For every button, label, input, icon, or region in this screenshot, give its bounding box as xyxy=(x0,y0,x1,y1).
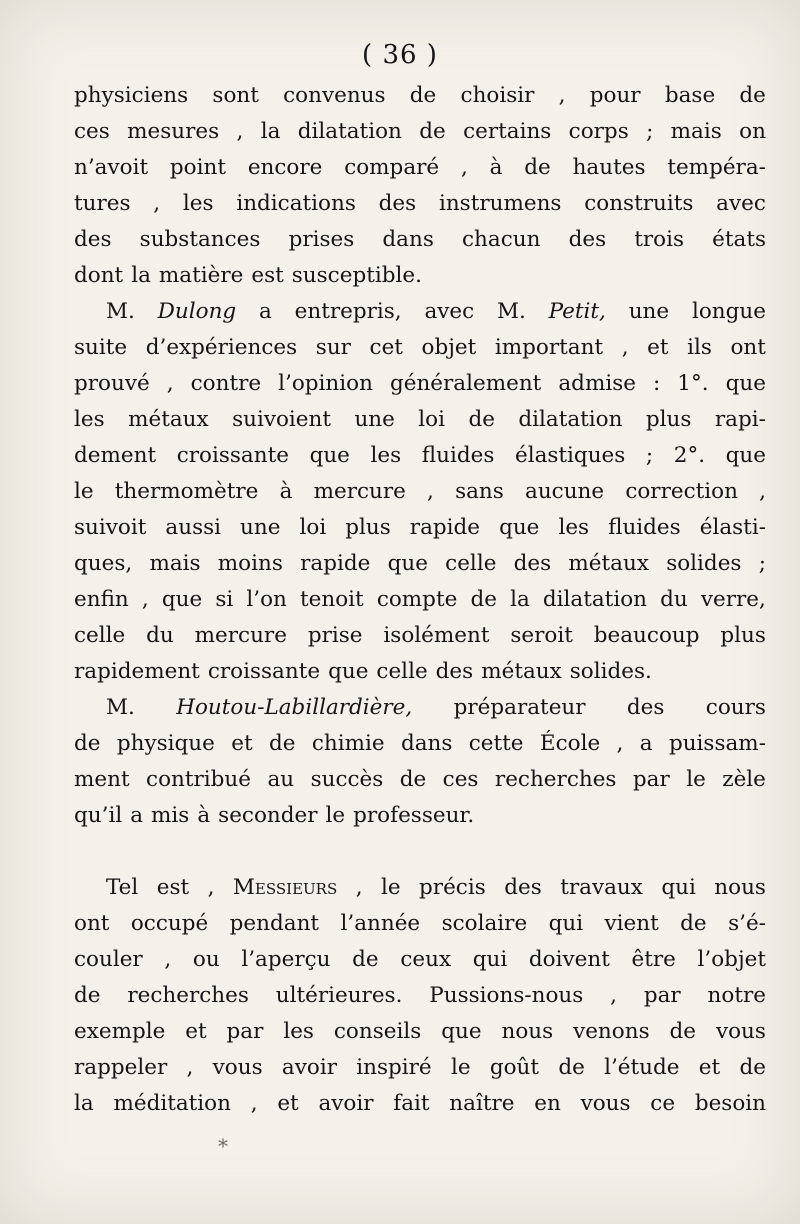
word: certains xyxy=(463,119,552,144)
word: une xyxy=(354,407,395,432)
word: dilatation xyxy=(518,407,623,432)
word: élastiques xyxy=(514,443,626,468)
word: recherches xyxy=(127,983,249,1008)
word: que xyxy=(725,443,766,468)
word: ces xyxy=(74,119,110,144)
word: solides. xyxy=(569,659,652,684)
word: des xyxy=(513,551,552,576)
word: de xyxy=(74,983,101,1008)
word: ceux xyxy=(400,947,452,972)
word: par xyxy=(643,983,681,1008)
word: solides xyxy=(666,551,742,576)
word: ces xyxy=(442,767,479,792)
word: fluides xyxy=(421,443,495,468)
word: par xyxy=(632,767,670,792)
word: professeur. xyxy=(353,803,475,828)
text-line xyxy=(74,654,766,690)
word: être xyxy=(631,947,676,972)
word: plus xyxy=(720,623,766,648)
word: , xyxy=(164,947,172,972)
word: seconder xyxy=(218,803,318,828)
word: Houtou-Labillardière, xyxy=(176,695,413,720)
text-line xyxy=(74,438,766,474)
word: de xyxy=(680,911,707,936)
word: si xyxy=(215,587,234,612)
text-line xyxy=(74,114,766,150)
paragraph-conclusion xyxy=(74,870,766,1122)
word: mercure xyxy=(313,479,406,504)
word: et xyxy=(231,731,253,756)
word: métaux xyxy=(128,407,209,432)
word: , xyxy=(427,479,434,504)
text-line xyxy=(74,618,766,654)
word: métaux xyxy=(568,551,649,576)
word: de xyxy=(524,155,551,180)
word: de xyxy=(558,1055,585,1080)
word: rapidement xyxy=(74,659,200,684)
word: la xyxy=(510,587,530,612)
page-number: ( 36 ) xyxy=(362,40,438,70)
word: celle xyxy=(74,623,126,648)
word: de xyxy=(739,83,766,108)
word: d’expériences xyxy=(145,335,298,360)
word: que xyxy=(499,515,540,540)
word: susceptible. xyxy=(291,263,422,288)
word: nous xyxy=(714,875,766,900)
word: métaux xyxy=(481,659,562,684)
word: rappeler xyxy=(74,1055,168,1080)
word: hautes xyxy=(572,155,646,180)
word: que xyxy=(161,587,203,612)
word: mercure xyxy=(194,623,287,648)
word: de xyxy=(399,767,427,792)
word: dement xyxy=(74,443,157,468)
word: vient xyxy=(604,911,659,936)
word: , xyxy=(621,335,629,360)
word: ou xyxy=(192,947,220,972)
word: École xyxy=(539,731,601,756)
word: rapide xyxy=(409,515,481,540)
word: dont xyxy=(74,263,124,288)
word: qui xyxy=(661,875,696,900)
word: tenoit xyxy=(300,587,364,612)
word: Petit, xyxy=(548,299,606,324)
word: travaux xyxy=(560,875,643,900)
word: dilatation xyxy=(542,587,647,612)
word: le xyxy=(325,803,346,828)
word: beaucoup xyxy=(593,623,700,648)
word: puissam- xyxy=(668,731,766,756)
word: qu’il xyxy=(74,803,123,828)
word: , xyxy=(207,875,215,900)
word: dans xyxy=(382,227,434,252)
word: compte xyxy=(376,587,458,612)
word: scolaire xyxy=(441,911,528,936)
word: de xyxy=(268,731,296,756)
word: enfin xyxy=(74,587,129,612)
word: , xyxy=(250,1091,258,1116)
word: rapide xyxy=(300,551,371,576)
text-line xyxy=(74,762,766,798)
word: ; xyxy=(645,443,654,468)
word: pour xyxy=(589,83,641,108)
word: de xyxy=(74,731,101,756)
word: ment xyxy=(74,767,130,792)
word: de xyxy=(352,947,379,972)
word: , xyxy=(355,875,363,900)
word: celle xyxy=(376,659,428,684)
word: instrumens xyxy=(438,191,562,216)
word: entrepris, xyxy=(294,299,402,324)
word: goût xyxy=(489,1055,540,1080)
word: , xyxy=(236,119,244,144)
word: généralement xyxy=(389,371,542,396)
word: des xyxy=(378,191,417,216)
word: l’on xyxy=(246,587,287,612)
word: objet xyxy=(421,335,477,360)
word: vous xyxy=(580,1091,631,1116)
word: contribué xyxy=(146,767,252,792)
text-line xyxy=(74,1050,766,1086)
word: mesures xyxy=(127,119,220,144)
word: inspiré xyxy=(356,1055,432,1080)
word: loi xyxy=(418,407,445,432)
text-line xyxy=(74,726,766,762)
word: ; xyxy=(758,551,766,576)
word: qui xyxy=(472,947,508,972)
word: les xyxy=(370,443,402,468)
word: avoir xyxy=(281,1055,337,1080)
word: la xyxy=(74,1091,94,1116)
word: suite xyxy=(74,335,128,360)
word: sont xyxy=(212,83,259,108)
word: recherches xyxy=(494,767,617,792)
word: des xyxy=(74,227,112,252)
word: ont xyxy=(730,335,766,360)
word: pendant xyxy=(229,911,320,936)
word: longue xyxy=(691,299,766,324)
word: thermomètre xyxy=(114,479,259,504)
word: prouvé xyxy=(74,371,150,396)
paragraph-dulong-petit xyxy=(74,294,766,690)
word: suivoient xyxy=(232,407,331,432)
word: les xyxy=(74,407,105,432)
text-line xyxy=(74,906,766,942)
word: a xyxy=(130,803,144,828)
word: admise xyxy=(558,371,636,396)
word: 2°. xyxy=(673,443,706,468)
word: tures xyxy=(74,191,131,216)
word: cette xyxy=(468,731,524,756)
word: indications xyxy=(236,191,356,216)
word: états xyxy=(712,227,766,252)
word: en xyxy=(534,1091,561,1116)
word: : xyxy=(653,371,661,396)
word: ultérieures. xyxy=(275,983,403,1008)
word: des xyxy=(435,659,474,684)
word: dilatation xyxy=(297,119,402,144)
word: croissante xyxy=(207,659,321,684)
word: la xyxy=(260,119,281,144)
word: qui xyxy=(548,911,584,936)
text-line xyxy=(74,582,766,618)
word: choisir xyxy=(460,83,535,108)
word: que xyxy=(387,551,428,576)
word: a xyxy=(639,731,653,756)
word: verre, xyxy=(700,587,766,612)
word: celle xyxy=(445,551,497,576)
word: , xyxy=(616,731,624,756)
word: et xyxy=(185,1019,207,1044)
word: est xyxy=(156,875,190,900)
word: corps xyxy=(568,119,629,144)
text-line xyxy=(74,690,766,726)
text-line xyxy=(74,222,766,258)
word: base xyxy=(664,83,716,108)
word: cet xyxy=(369,335,403,360)
word: les xyxy=(558,515,590,540)
word: s’é- xyxy=(728,911,766,936)
word: , xyxy=(153,191,161,216)
word: par xyxy=(226,1019,264,1044)
word: Tel xyxy=(106,875,139,900)
word: du xyxy=(146,623,174,648)
word: mais xyxy=(149,551,201,576)
word: vous xyxy=(212,1055,263,1080)
text-line xyxy=(74,942,766,978)
footer-mark: * xyxy=(218,1134,230,1158)
word: fait xyxy=(393,1091,430,1116)
word: rapi- xyxy=(714,407,766,432)
word: physique xyxy=(116,731,215,756)
word: prises xyxy=(288,227,355,252)
word: plus xyxy=(645,407,692,432)
text-line xyxy=(74,510,766,546)
word: suivoit xyxy=(74,515,147,540)
word: besoin xyxy=(694,1091,766,1116)
word: ont xyxy=(74,911,110,936)
word: du xyxy=(660,587,688,612)
word: contre xyxy=(190,371,262,396)
page-text xyxy=(74,78,766,1122)
word: une xyxy=(628,299,670,324)
word: , xyxy=(141,587,149,612)
word: que xyxy=(725,371,766,396)
word: les xyxy=(283,1019,314,1044)
word: à xyxy=(279,479,293,504)
word: trois xyxy=(634,227,685,252)
word: ils xyxy=(687,335,712,360)
word: occupé xyxy=(130,911,209,936)
word: de xyxy=(468,407,495,432)
word: a xyxy=(259,299,272,324)
text-line xyxy=(74,402,766,438)
word: sans xyxy=(455,479,504,504)
word: mais xyxy=(670,119,722,144)
word: et xyxy=(277,1091,299,1116)
word: venons xyxy=(573,1019,650,1044)
word: doivent xyxy=(528,947,610,972)
word: Pussions-nous xyxy=(429,983,584,1008)
word: M. xyxy=(497,299,526,324)
section-gap xyxy=(74,834,766,870)
word: à xyxy=(489,155,503,180)
word: l’opinion xyxy=(278,371,373,396)
word: exemple xyxy=(74,1019,166,1044)
word: loi xyxy=(299,515,327,540)
word: n’avoit xyxy=(74,155,149,180)
word: que xyxy=(309,443,350,468)
word: l’étude xyxy=(604,1055,680,1080)
word: ques, xyxy=(74,551,133,576)
word: de xyxy=(669,1019,697,1044)
word: le xyxy=(686,767,706,792)
word: important xyxy=(494,335,604,360)
word: plus xyxy=(345,515,391,540)
word: couler xyxy=(74,947,143,972)
word: , xyxy=(166,371,174,396)
word: l’objet xyxy=(697,947,766,972)
word: à xyxy=(197,803,211,828)
word: nous xyxy=(501,1019,554,1044)
word: , xyxy=(610,983,617,1008)
paragraph-houtou-labillardiere xyxy=(74,690,766,834)
word: chacun xyxy=(462,227,541,252)
word: , xyxy=(558,83,566,108)
text-line xyxy=(74,798,766,834)
word: moins xyxy=(217,551,283,576)
word: l’année xyxy=(340,911,421,936)
paragraph-dilatation xyxy=(74,78,766,294)
text-line xyxy=(74,978,766,1014)
word: , xyxy=(759,479,766,504)
text-line xyxy=(74,150,766,186)
word: point xyxy=(169,155,226,180)
word: zèle xyxy=(722,767,766,792)
word: naître xyxy=(449,1091,515,1116)
word: les xyxy=(182,191,214,216)
word: de xyxy=(470,587,497,612)
word: , xyxy=(186,1055,194,1080)
word: que xyxy=(441,1019,482,1044)
text-line xyxy=(74,474,766,510)
word: et xyxy=(647,335,669,360)
word: aussi xyxy=(165,515,222,540)
word: Messieurs xyxy=(232,875,338,900)
word: correction xyxy=(625,479,738,504)
word: préparateur xyxy=(453,695,586,720)
word: substances xyxy=(139,227,261,252)
text-line xyxy=(74,870,766,906)
word: , xyxy=(460,155,468,180)
word: le xyxy=(450,1055,471,1080)
word: physiciens xyxy=(74,83,189,108)
text-line xyxy=(74,294,766,330)
word: le xyxy=(74,479,94,504)
word: le xyxy=(380,875,401,900)
word: 1°. xyxy=(677,371,709,396)
text-line xyxy=(74,258,766,294)
text-line xyxy=(74,1086,766,1122)
word: une xyxy=(240,515,281,540)
word: comparé xyxy=(344,155,440,180)
word: fluides xyxy=(608,515,681,540)
text-line xyxy=(74,78,766,114)
word: la xyxy=(131,263,151,288)
word: de xyxy=(419,119,446,144)
word: on xyxy=(739,119,766,144)
word: que xyxy=(328,659,369,684)
word: ; xyxy=(646,119,654,144)
word: notre xyxy=(707,983,766,1008)
text-line xyxy=(74,330,766,366)
word: encore xyxy=(247,155,323,180)
word: mis xyxy=(151,803,190,828)
word: précis xyxy=(419,875,486,900)
word: seroit xyxy=(510,623,573,648)
word: de xyxy=(739,1055,766,1080)
word: au xyxy=(267,767,295,792)
word: conseils xyxy=(333,1019,422,1044)
text-line xyxy=(74,1014,766,1050)
word: tempéra- xyxy=(667,155,766,180)
word: des xyxy=(504,875,542,900)
text-line xyxy=(74,186,766,222)
word: des xyxy=(568,227,607,252)
word: isolément xyxy=(383,623,490,648)
word: l’aperçu xyxy=(241,947,331,972)
word: construits xyxy=(584,191,694,216)
word: méditation xyxy=(113,1091,231,1116)
word: M. xyxy=(106,299,135,324)
word: convenus xyxy=(283,83,386,108)
word: prise xyxy=(307,623,363,648)
word: succès xyxy=(310,767,384,792)
word: aucune xyxy=(525,479,605,504)
text-line xyxy=(74,366,766,402)
word: avec xyxy=(424,299,475,324)
word: élasti- xyxy=(699,515,766,540)
word: matière xyxy=(158,263,244,288)
text-line xyxy=(74,546,766,582)
word: croissante xyxy=(176,443,289,468)
word: de xyxy=(409,83,437,108)
word: Dulong xyxy=(157,299,237,324)
word: sur xyxy=(315,335,351,360)
word: avoir xyxy=(318,1091,374,1116)
word: et xyxy=(698,1055,721,1080)
word: avec xyxy=(716,191,766,216)
word: des xyxy=(626,695,665,720)
word: ce xyxy=(650,1091,676,1116)
word: chimie xyxy=(311,731,385,756)
word: est xyxy=(251,263,284,288)
word: M. xyxy=(106,695,135,720)
word: cours xyxy=(705,695,766,720)
word: vous xyxy=(715,1019,766,1044)
word: dans xyxy=(400,731,453,756)
